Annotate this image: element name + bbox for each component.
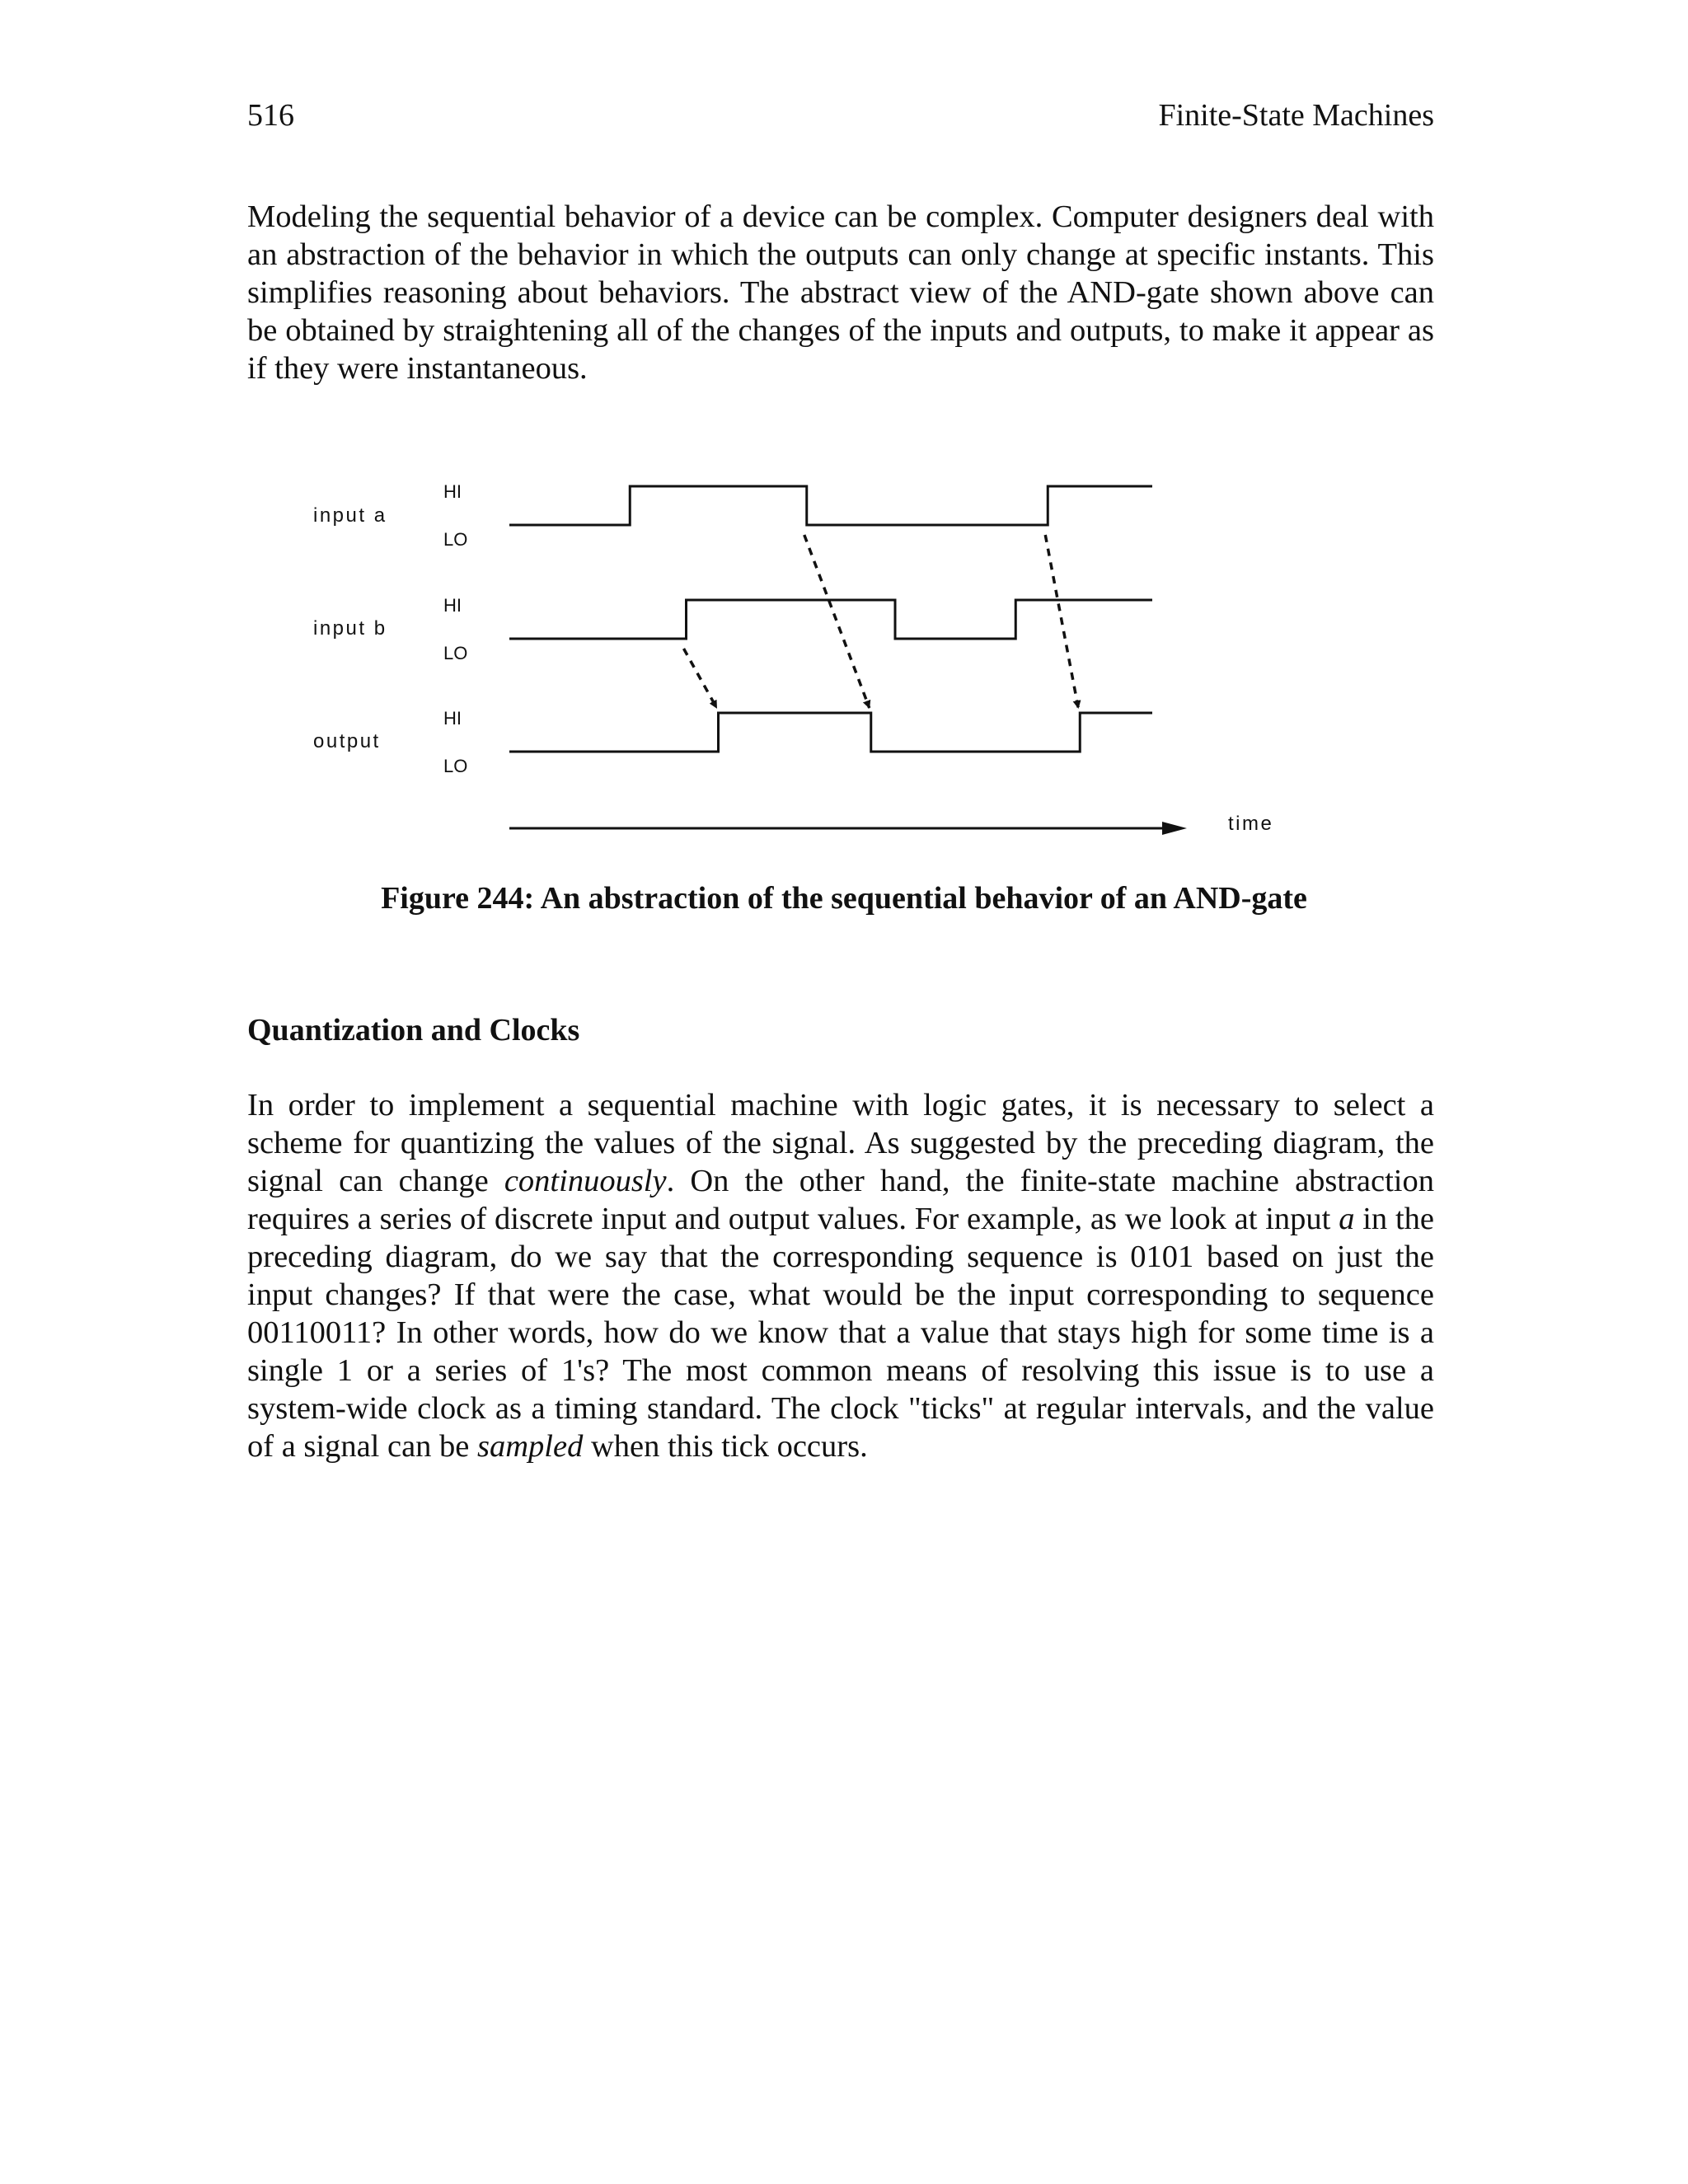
lo-label-output: LO <box>443 756 468 776</box>
paragraph-text: In order to implement a sequential machine with logic gates, it is necessary to select a scheme for quantizing the values of the signal. As suggested by the preceding diagram, the signal can change <box>247 1088 1434 1198</box>
lo-label-input-b: LO <box>443 643 468 663</box>
time-axis-arrowhead-icon <box>1162 822 1187 835</box>
signal-label-input-a: input a <box>313 504 387 527</box>
hi-label-output: HI <box>443 708 462 729</box>
dependency-arrow <box>684 649 717 708</box>
waveform-output <box>509 713 1152 752</box>
page-number: 516 <box>247 98 294 133</box>
lo-label-input-a: LO <box>443 529 468 550</box>
time-axis-label: time <box>1228 813 1274 835</box>
emphasis-sampled: sampled <box>477 1429 584 1464</box>
emphasis-continuously: continuously <box>504 1164 667 1198</box>
running-title: Finite-State Machines <box>1158 98 1434 133</box>
hi-label-input-b: HI <box>443 595 462 616</box>
dependency-arrow <box>1045 535 1078 708</box>
hi-label-input-a: HI <box>443 481 462 502</box>
signal-label-output: output <box>313 730 381 752</box>
quantization-paragraph <box>247 1086 1434 1465</box>
signal-label-input-b: input b <box>313 617 387 640</box>
emphasis-a: a <box>1339 1202 1355 1236</box>
paragraph-text: . On the other hand, the finite-state machine abstraction requires a series of discrete input and output values. For example, as we look at input <box>247 1164 1434 1236</box>
paragraph-text: when this tick occurs. <box>583 1429 868 1464</box>
waveform-input-a <box>509 486 1152 525</box>
paragraph-text: in the preceding diagram, do we say that the corresponding sequence is 0101 based on just the input changes? If that were the case, what would be the input corresponding to sequence 00110011? In other words, how do we know that a value that stays high for some time is a single 1 or a series of 1's? The most common means of resolving this issue is to use a system-wide clock as a timing standard. The clock "ticks" at regular intervals, and the value of a signal can be <box>247 1202 1435 1464</box>
timing-diagram <box>0 0 1688 874</box>
dependency-arrow <box>804 535 870 708</box>
section-heading: Quantization and Clocks <box>247 1013 580 1047</box>
figure-caption: Figure 244: An abstraction of the sequential behavior of an AND-gate <box>381 881 1307 916</box>
intro-paragraph: Modeling the sequential behavior of a device can be complex. Computer designers deal with an abstraction of the behavior in which the outputs can only change at specific instants. This simplifies reasoning about behaviors. The abstract view of the AND-gate shown above can be obtained by straightening all of the changes of the inputs and outputs, to make it appear as if they were instantaneous. <box>247 199 1434 386</box>
